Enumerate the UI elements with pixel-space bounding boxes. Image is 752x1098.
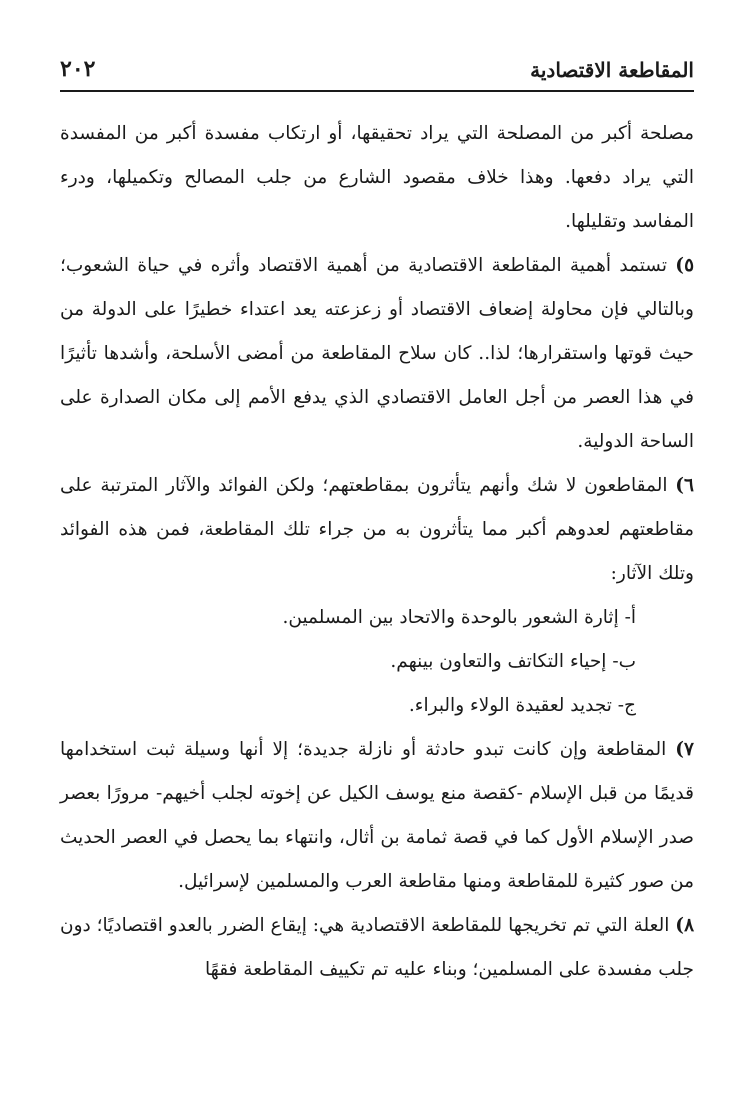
page-number: ٢٠٢ — [60, 56, 96, 82]
point-6 — [60, 464, 694, 596]
sub-item-c: ج- تجديد لعقيدة الولاء والبراء. — [408, 695, 636, 716]
point-7-text: المقاطعة وإن كانت تبدو حادثة أو نازلة جديدة؛ إلا أنها وسيلة ثبت استخدامها قديمًا من قبل الإسلام -كقصة منع يوسف الكيل عن إخوته لجلب أخيهم- مرورًا بعصر صدر الإسلام الأول كما في قصة ثمامة بن أثال، وانتهاء بما يحصل في العصر الحديث من صور كثيرة للمقاطعة ومنها مقاطعة العرب والمسلمين لإسرائيل. — [60, 739, 694, 892]
point-6-number: ٦) — [675, 475, 694, 496]
page-header — [60, 56, 694, 92]
point-8-text: العلة التي تم تخريجها للمقاطعة الاقتصادية هي: إيقاع الضرر بالعدو اقتصاديًا؛ دون جلب مفسدة على المسلمين؛ وبناء عليه تم تكييف المقاطعة فقهًا — [60, 915, 694, 980]
point-8-number: ٨) — [675, 915, 694, 936]
sub-item-b: ب- إحياء التكاتف والتعاون بينهم. — [390, 651, 636, 672]
point-6-text: المقاطعون لا شك وأنهم يتأثرون بمقاطعتهم؛ ولكن الفوائد والآثار المترتبة على مقاطعتهم لعدوهم أكبر مما يتأثرون به من جراء تلك المقاطعة، فمن هذه الفوائد وتلك الآثار: — [60, 475, 694, 584]
point-8 — [60, 904, 694, 992]
continued-paragraph: مصلحة أكبر من المصلحة التي يراد تحقيقها، أو ارتكاب مفسدة أكبر من المفسدة التي يراد دفعها. وهذا خلاف مقصود الشارع من جلب المصالح وتكميلها، ودرء المفاسد وتقليلها. — [60, 123, 694, 232]
point-5-text: تستمد أهمية المقاطعة الاقتصادية من أهمية الاقتصاد وأثره في حياة الشعوب؛ وبالتالي فإن محاولة إضعاف الاقتصاد أو زعزعته يعد اعتداء خطيرًا على الدولة من حيث قوتها واستقرارها؛ لذا.. كان سلاح المقاطعة من أمضى الأسلحة، وأشدها تأثيرًا في هذا العصر من أجل العامل الاقتصادي الذي يدفع الأمم إلى مكان الصدارة على الساحة الدولية. — [60, 255, 694, 452]
body-text — [60, 112, 694, 992]
point-7 — [60, 728, 694, 904]
point-5-number: ٥) — [675, 255, 694, 276]
point-7-number: ٧) — [675, 739, 694, 760]
running-title: المقاطعة الاقتصادية — [530, 58, 694, 82]
point-5 — [60, 244, 694, 464]
sub-item-a: أ- إثارة الشعور بالوحدة والاتحاد بين المسلمين. — [282, 607, 636, 628]
